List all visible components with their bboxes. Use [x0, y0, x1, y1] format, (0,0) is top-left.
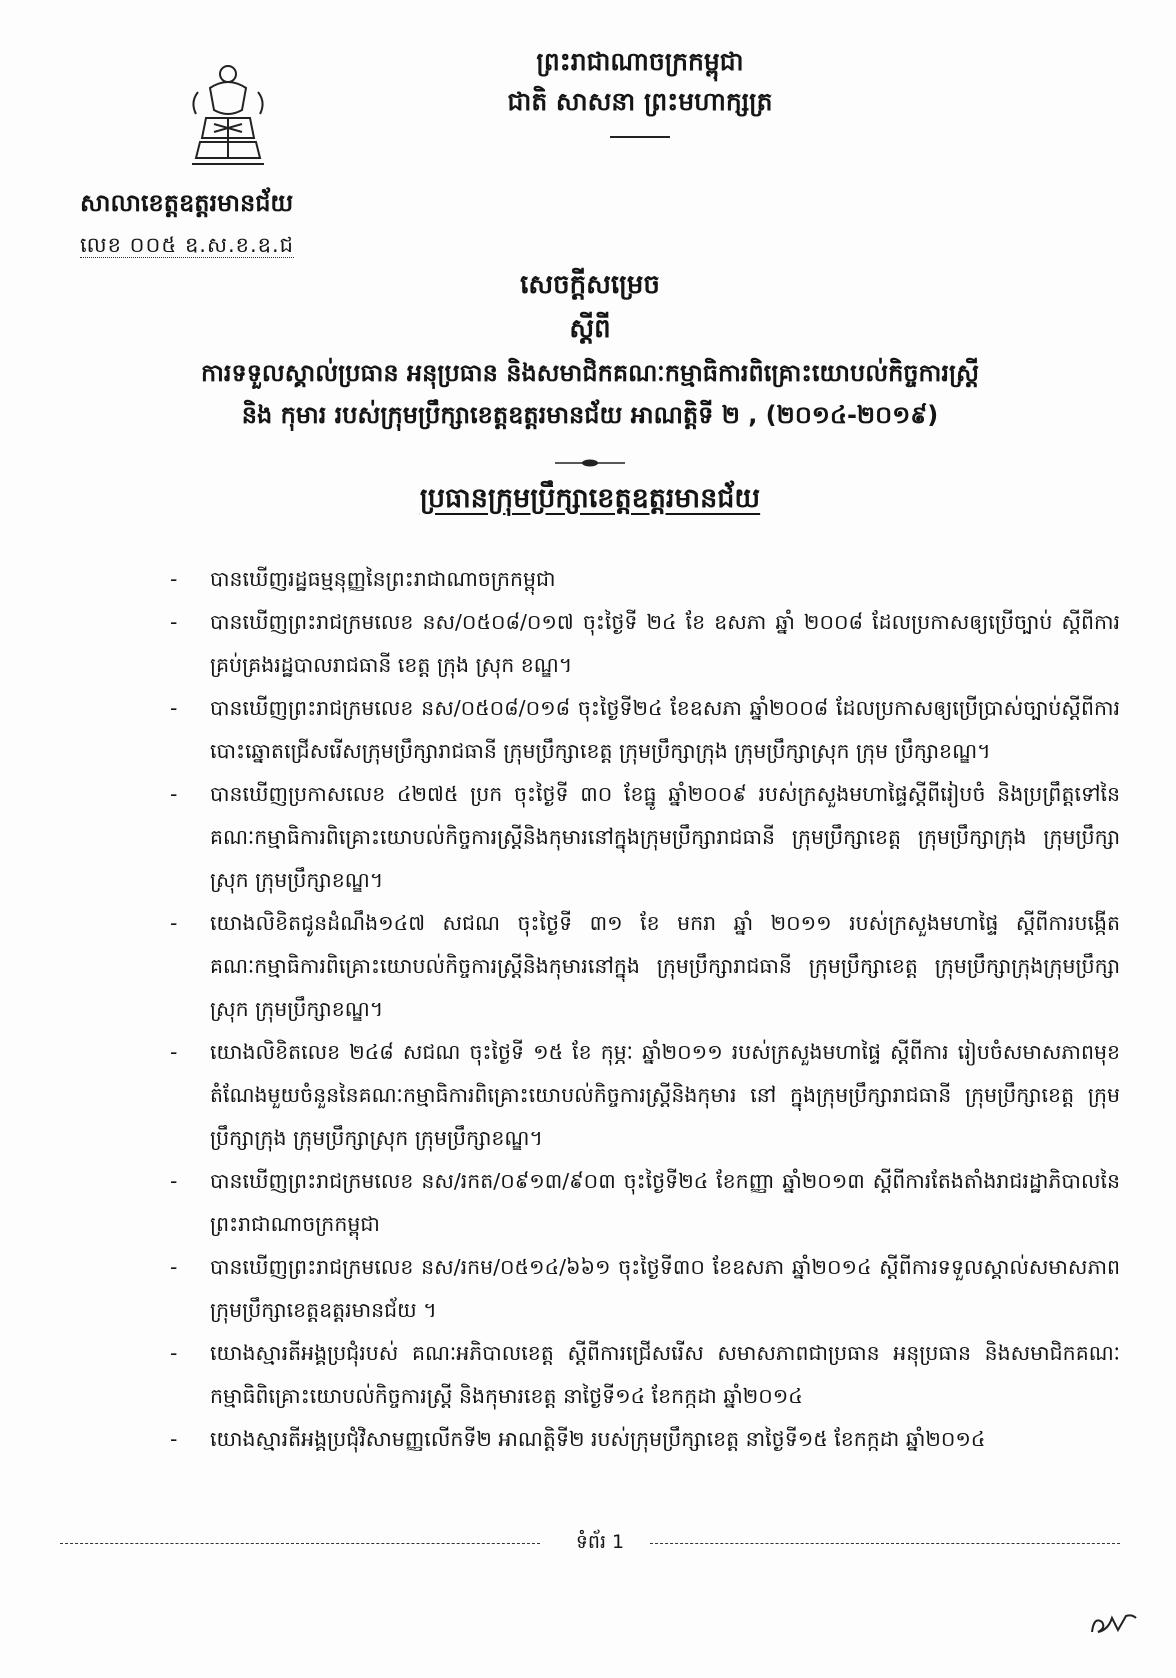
concerning-label: ស្តីពី — [569, 314, 611, 344]
document-type-title: សេចក្តីសម្រេច — [520, 270, 660, 300]
ornament-divider-icon — [555, 458, 625, 468]
page-footer — [60, 1528, 1120, 1558]
decision-subject — [60, 352, 1120, 436]
list-item: - បានឃើញប្រកាសលេខ ៤២៧៥ ប្រក ចុះថ្ងៃទី ៣០ ខែធ្នូ ឆ្នាំ២០០៩ របស់ក្រសួងមហាផ្ទៃស្តីពីរៀបចំ និងប្រព្រឹត្តទៅនៃគណៈកម្មាធិការពិគ្រោះយោបល់កិច្ចការស្ត្រីនិងកុមារនៅក្នុងក្រុមប្រឹក្សារាជធានី ក្រុមប្រឹក្សាខេត្ត ក្រុមប្រឹក្សាក្រុង ក្រុមប្រឹក្សាស្រុក ក្រុមប្រឹក្សាខណ្ឌ។ — [170, 773, 1120, 902]
footer-divider-left — [60, 1543, 540, 1544]
list-item: - បានឃើញព្រះរាជក្រមលេខ នស/រកម/០៥១៤/៦៦១ ចុះថ្ងៃទី៣០ ខែឧសភា ឆ្នាំ២០១៤ ស្តីពីការទទួលស្គាល់សមាសភាពក្រុមប្រឹក្សាខេត្តឧត្តរមានជ័យ ។ — [170, 1246, 1120, 1332]
list-item: - បានឃើញព្រះរាជក្រមលេខ នស/០៥០៨/០១៧ ចុះថ្ងៃទី ២៤ ខែ ឧសភា ឆ្នាំ ២០០៨ ដែលប្រកាសឲ្យប្រើច្បាប់ ស្តីពីការគ្រប់គ្រងរដ្ឋបាលរាជធានី ខេត្ត ក្រុង ស្រុក ខណ្ឌ។ — [170, 601, 1120, 687]
list-item: - យោងលិខិតលេខ ២៤៨ សជណ ចុះថ្ងៃទី ១៥ ខែ កុម្ភៈ ឆ្នាំ២០១១ របស់ក្រសួងមហាផ្ទៃ ស្តីពីការ រៀបចំសមាសភាពមុខតំណែងមួយចំនួននៃគណៈកម្មាធិការពិគ្រោះយោបល់កិច្ចការស្ត្រីនិងកុមារ នៅ ក្នុងក្រុមប្រឹក្សារាជធានី ក្រុមប្រឹក្សាខេត្ត ក្រុមប្រឹក្សាក្រុង ក្រុមប្រឹក្សាស្រុក ក្រុមប្រឹក្សាខណ្ឌ។ — [170, 1031, 1120, 1160]
list-item: - យោងលិខិតជូនដំណឹង១៤៧ សជណ ចុះថ្ងៃទី ៣១ ខែ មករា ឆ្នាំ ២០១១ របស់ក្រសួងមហាផ្ទៃ ស្តីពីការបង្កើតគណៈកម្មាធិការពិគ្រោះយោបល់កិច្ចការស្ត្រីនិងកុមារនៅក្នុង ក្រុមប្រឹក្សារាជធានី ក្រុមប្រឹក្សាខេត្ត ក្រុមប្រឹក្សាក្រុងក្រុមប្រឹក្សាស្រុក ក្រុមប្រឹក្សាខណ្ឌ។ — [170, 902, 1120, 1031]
reference-number — [80, 232, 294, 263]
issuing-authority-text: ប្រធានក្រុមប្រឹក្សាខេត្តឧត្តរមានជ័យ — [419, 483, 761, 514]
list-item: - បានឃើញព្រះរាជក្រមលេខ នស/រកត/០៩១៣/៩០៣ ចុះថ្ងៃទី២៤ ខែកញ្ញា ឆ្នាំ២០១៣ ស្តីពីការតែងតាំងរាជរដ្ឋាភិបាលនៃព្រះរាជាណាចក្រកម្ពុជា — [170, 1160, 1120, 1246]
page-number: ទំព័រ 1 — [575, 1531, 625, 1553]
list-item: - យោងស្មារតីអង្គប្រជុំរបស់ គណៈអភិបាលខេត្ត ស្តីពីការជ្រើសរើស សមាសភាពជាប្រធាន អនុប្រធាន និងសមាជិកគណៈកម្មាធិពិគ្រោះយោបល់កិច្ចការស្ត្រី និងកុមារខេត្ត នាថ្ងៃទី១៤ ខែកក្កដា ឆ្នាំ២០១៤ — [170, 1332, 1120, 1418]
kingdom-name: ព្រះរាជាណាចក្រកម្ពុជា — [536, 47, 744, 76]
subject-line-2: និង កុមារ របស់ក្រុមប្រឹក្សាខេត្តឧត្តរមានជ័យ អាណត្តិទី ២ , (២០១៤-២០១៩) — [241, 401, 939, 429]
reference-number-text: លេខ ០០៥ ឧ.ស.ខ.ឧ.ជ — [80, 233, 294, 257]
list-item: - យោងស្មារតីអង្គប្រជុំវិសាមញ្ញលើកទី២ អាណត្តិទី២ របស់ក្រុមប្រឹក្សាខេត្ត នាថ្ងៃទី១៥ ខែកក្កដា ឆ្នាំ២០១៤ — [170, 1418, 1120, 1461]
header-divider — [610, 136, 670, 138]
kingdom-header — [460, 42, 820, 138]
issuing-authority — [60, 482, 1120, 521]
footer-divider-right — [650, 1543, 1120, 1544]
issuing-office: សាលាខេត្តឧត្តរមានជ័យ — [80, 189, 294, 217]
list-item: - បានឃើញព្រះរាជក្រមលេខ នស/០៥០៨/០១៨ ចុះថ្ងៃទី២៤ ខែឧសភា ឆ្នាំ២០០៨ ដែលប្រកាសឲ្យប្រើប្រាស់ច្បាប់ស្តីពីការបោះឆ្នោតជ្រើសរើសក្រុមប្រឹក្សារាជធានី ក្រុមប្រឹក្សាខេត្ត ក្រុមប្រឹក្សាក្រុង ក្រុមប្រឹក្សាស្រុក ក្រុម ប្រឹក្សាខណ្ឌ។ — [170, 687, 1120, 773]
list-item: - បានឃើញរដ្ឋធម្មនុញ្ញនៃព្រះរាជាណាចក្រកម្ពុជា — [170, 558, 1120, 601]
subject-line-1: ការទទួលស្គាល់ប្រធាន អនុប្រធាន និងសមាជិកគណៈកម្មាធិការពិគ្រោះយោបល់កិច្ចការស្ត្រី — [200, 359, 980, 387]
provincial-seal-icon — [180, 58, 276, 176]
handwritten-initials-icon — [1088, 1608, 1138, 1638]
national-motto: ជាតិ សាសនា ព្រះមហាក្សត្រ — [507, 87, 773, 116]
legal-basis-list — [170, 558, 1120, 1461]
